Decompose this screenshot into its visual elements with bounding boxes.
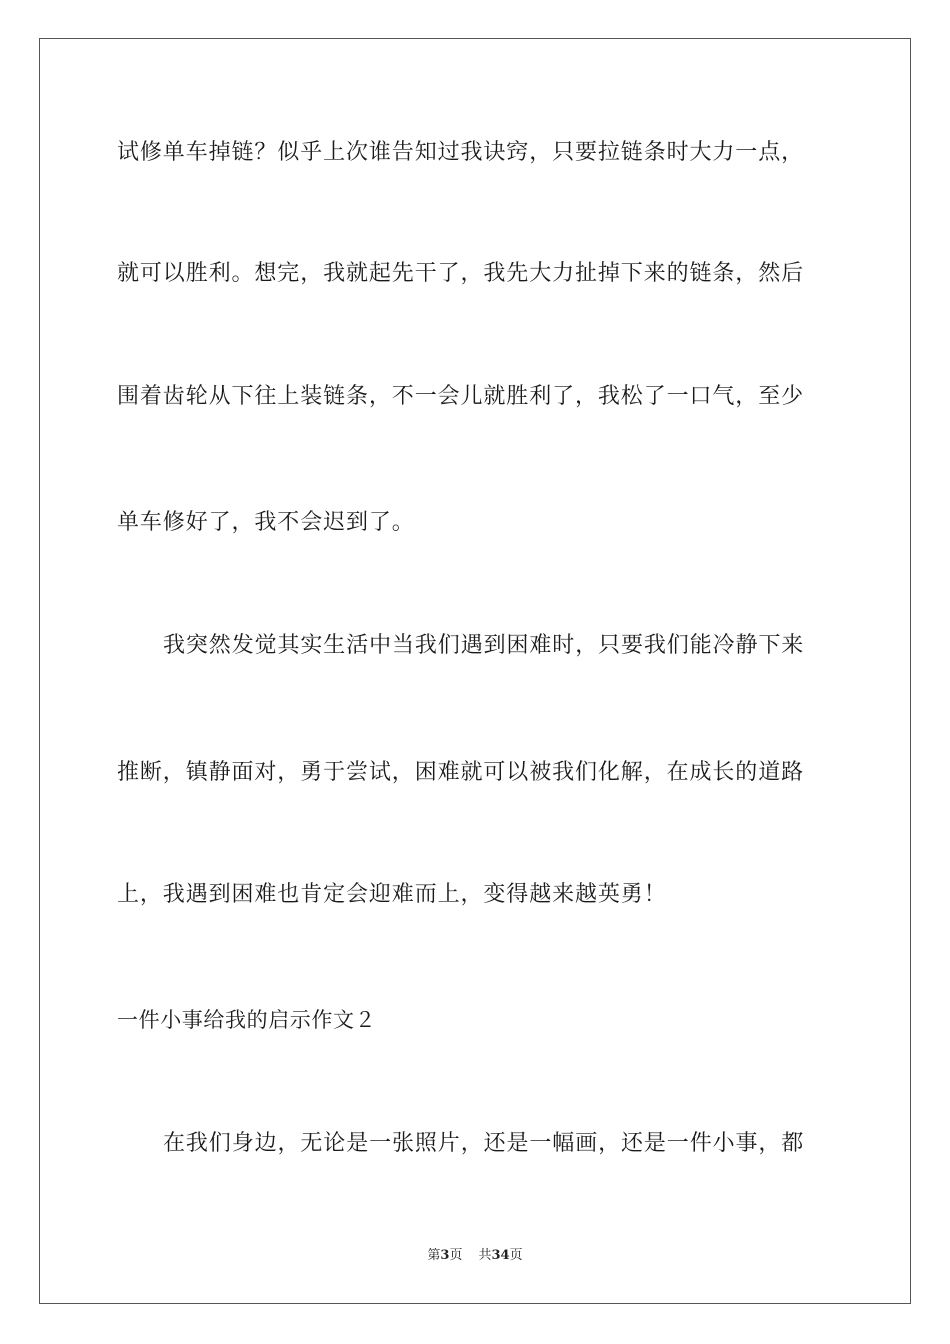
total-prefix: 共 — [478, 1248, 492, 1263]
section-heading: 一件小事给我的启示作文２ — [117, 1008, 377, 1032]
total-suffix: 页 — [509, 1248, 523, 1263]
paragraph-line: 我突然发觉其实生活中当我们遇到困难时，只要我们能冷静下来 — [163, 633, 805, 658]
page-border — [39, 38, 911, 1304]
paragraph-line: 在我们身边，无论是一张照片，还是一幅画，还是一件小事，都 — [163, 1131, 805, 1156]
page-number: 3 — [440, 1248, 450, 1263]
total-pages: 34 — [491, 1248, 510, 1263]
page-suffix: 页 — [449, 1248, 463, 1263]
paragraph-line: 试修单车掉链？似乎上次谁告知过我诀窍，只要拉链条时大力一点， — [117, 140, 805, 165]
page-prefix: 第 — [427, 1248, 441, 1263]
paragraph-line: 推断，镇静面对，勇于尝试，困难就可以被我们化解，在成长的道路 — [117, 760, 805, 785]
page-footer — [0, 1246, 950, 1266]
paragraph-line: 围着齿轮从下往上装链条，不一会儿就胜利了，我松了一口气，至少 — [117, 384, 805, 409]
paragraph-line: 单车修好了，我不会迟到了。 — [117, 510, 415, 535]
paragraph-line: 上，我遇到困难也肯定会迎难而上，变得越来越英勇！ — [117, 882, 667, 907]
paragraph-line: 就可以胜利。想完，我就起先干了，我先大力扯掉下来的链条，然后 — [117, 261, 805, 286]
